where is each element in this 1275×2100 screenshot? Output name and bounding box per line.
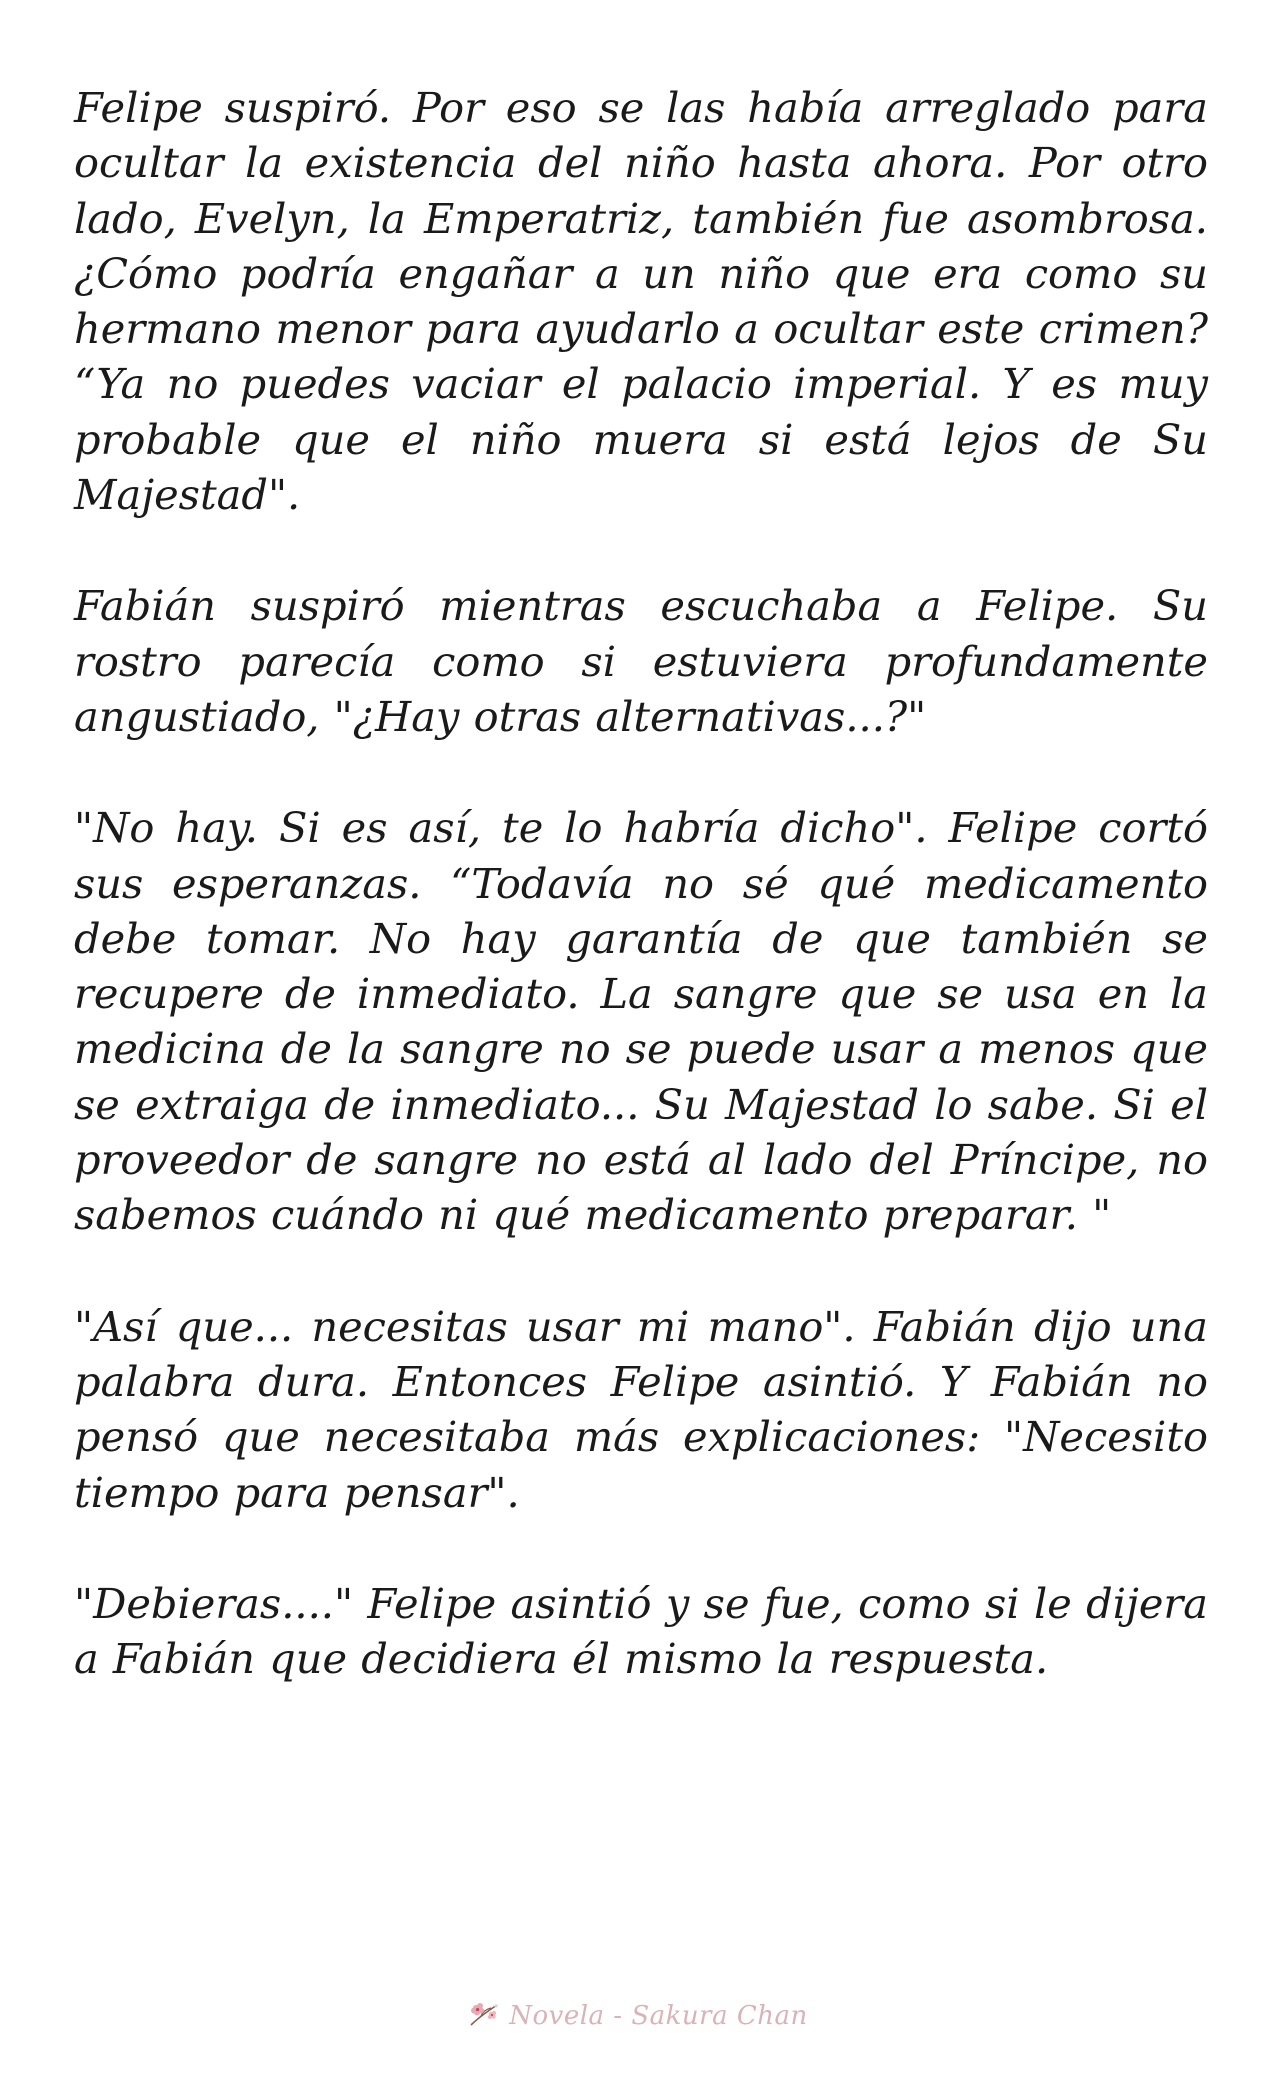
watermark [0,1996,1275,2036]
document-body [74,80,1208,1742]
paragraph-2: Fabián suspiró mientras escuchaba a Felipe. Su rostro parecía como si estuviera profundamente angustiado, "¿Hay otras alternativas...?" [74,581,1208,741]
paragraph-1: Felipe suspiró. Por eso se las había arreglado para ocultar la existencia del niño hasta ahora. Por otro lado, Evelyn, la Emperatriz, también fue asombrosa. ¿Cómo podría engañar a un niño que era como su hermano menor para ayudarlo a ocultar este crimen? “Ya no puedes vaciar el palacio imperial. Y es muy probable que el niño muera si está lejos de Su Majestad". [74,83,1208,520]
paragraph-4: "Así que... necesitas usar mi mano". Fabián dijo una palabra dura. Entonces Felipe asintió. Y Fabián no pensó que necesitaba más explicaciones: "Necesito tiempo para pensar". [74,1301,1208,1517]
paragraph-5: "Debieras...." Felipe asintió y se fue, como si le dijera a Fabián que decidiera él mismo la respuesta. [74,1578,1208,1684]
cherry-blossom-icon [467,1999,501,2034]
watermark-text: Novela - Sakura Chan [509,2001,808,2031]
paragraph-3: "No hay. Si es así, te lo habría dicho". Felipe cortó sus esperanzas. “Todavía no sé qué medicamento debe tomar. No hay garantía de que también se recupere de inmediato. La sangre que se usa en la medicina de la sangre no se puede usar a menos que se extraiga de inmediato... Su Majestad lo sabe. Si el proveedor de sangre no está al lado del Príncipe, no sabemos cuándo ni qué medicamento preparar. " [74,803,1208,1240]
